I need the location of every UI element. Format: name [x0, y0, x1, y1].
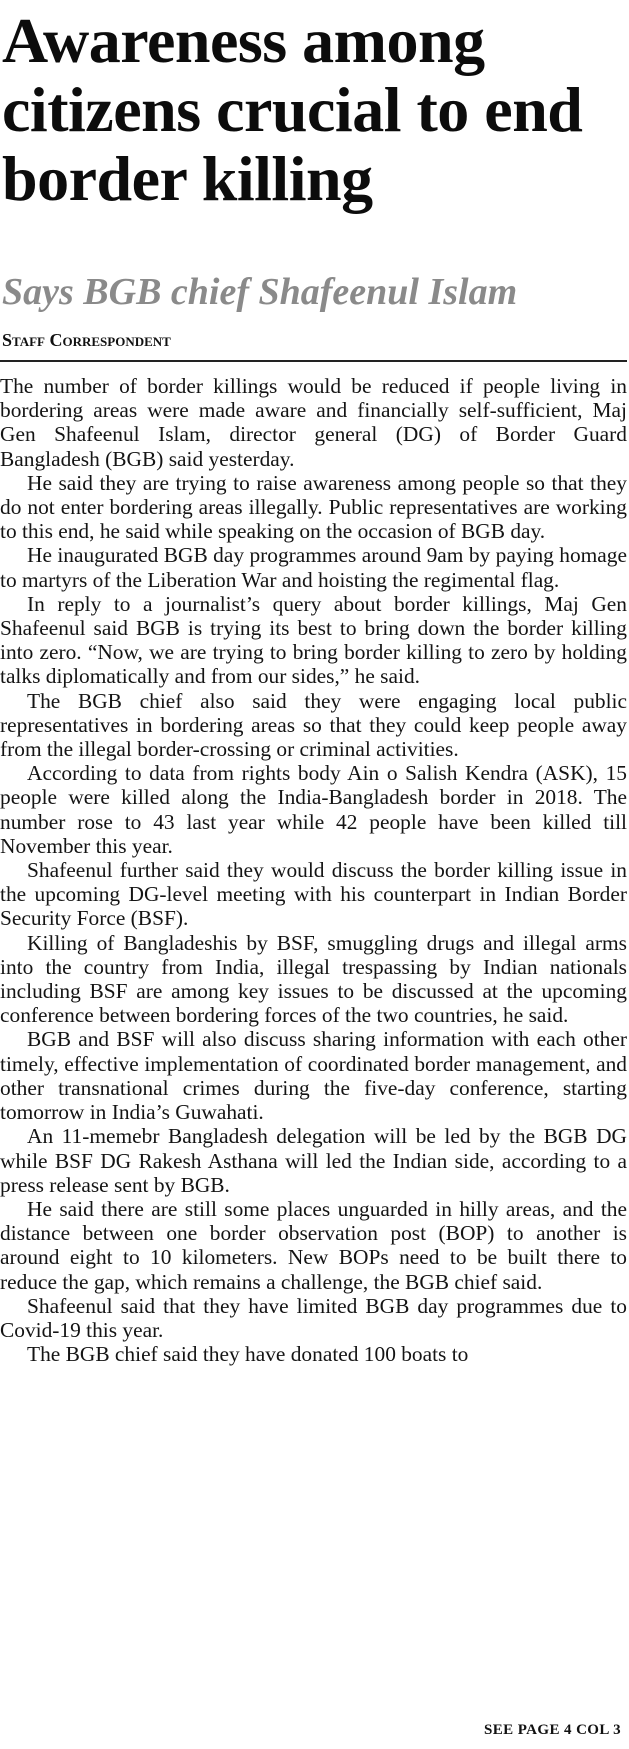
paragraph: He said there are still some places unguarded in hilly areas, and the distance between one border observation post (BOP) to another is around eight to 10 kilometers. New BOPs need to be built there to reduce the gap, which remains a challenge, the BGB chief said. — [0, 1196, 627, 1294]
paragraph: Shafeenul said that they have limited BGB day programmes due to Covid-19 this year. — [0, 1293, 627, 1342]
paragraph: The number of border killings would be reduced if people living in bordering areas were made aware and financially self-sufficient, Maj Gen Shafeenul Islam, director general (DG) of Border Guard Bangladesh (BGB) said yesterday. — [0, 374, 627, 471]
paragraph: Shafeenul further said they would discuss the border killing issue in the upcoming DG-level meeting with his counterpart in Indian Border Security Force (BSF). — [0, 858, 627, 931]
paragraph: The BGB chief said they have donated 100 boats to — [27, 1342, 469, 1367]
continued-on-link[interactable]: SEE PAGE 4 COL 3 — [484, 1722, 621, 1738]
paragraph: An 11-memebr Bangladesh delegation will be led by the BGB DG while BSF DG Rakesh Asthana will led the Indian side, according to a press release sent by BGB. — [0, 1124, 627, 1197]
paragraph: According to data from rights body Ain o Salish Kendra (ASK), 15 people were killed along the India-Bangladesh border in 2018. The number rose to 43 last year while 42 people have been killed till November this year. — [0, 761, 627, 858]
paragraph: He said they are trying to raise awareness among people so that they do not enter bordering areas illegally. Public representatives are working to this end, he said while speaking on the occasion of BGB day. — [0, 470, 627, 544]
subheadline: Says BGB chief Shafeenul Islam — [2, 271, 518, 313]
paragraph: He inaugurated BGB day programmes around 9am by paying homage to martyrs of the Liberation War and hoisting the regimental flag. — [0, 543, 627, 592]
headline: Awareness among citizens crucial to end border killing — [2, 5, 583, 214]
paragraph: In reply to a journalist’s query about border killings, Maj Gen Shafeenul said BGB is trying its best to bring down the border killing into zero. “Now, we are trying to bring border killing to zero by holding talks diplomatically and from our sides,” he said. — [0, 591, 627, 689]
paragraph: The BGB chief also said they were engaging local public representatives in bordering areas so that they could keep people away from the illegal border-crossing or criminal activities. — [0, 688, 627, 762]
article-body — [0, 374, 627, 1366]
paragraph: BGB and BSF will also discuss sharing information with each other timely, effective implementation of coordinated border management, and other transnational crimes during the five-day conference, starting tomorrow in India’s Guwahati. — [0, 1027, 627, 1125]
paragraph: Killing of Bangladeshis by BSF, smuggling drugs and illegal arms into the country from India, illegal trespassing by Indian nationals including BSF are among key issues to be discussed at the upcoming conference between bordering forces of the two countries, he said. — [0, 930, 627, 1028]
divider-rule — [0, 360, 627, 362]
byline: Staff Correspondent — [2, 330, 171, 350]
